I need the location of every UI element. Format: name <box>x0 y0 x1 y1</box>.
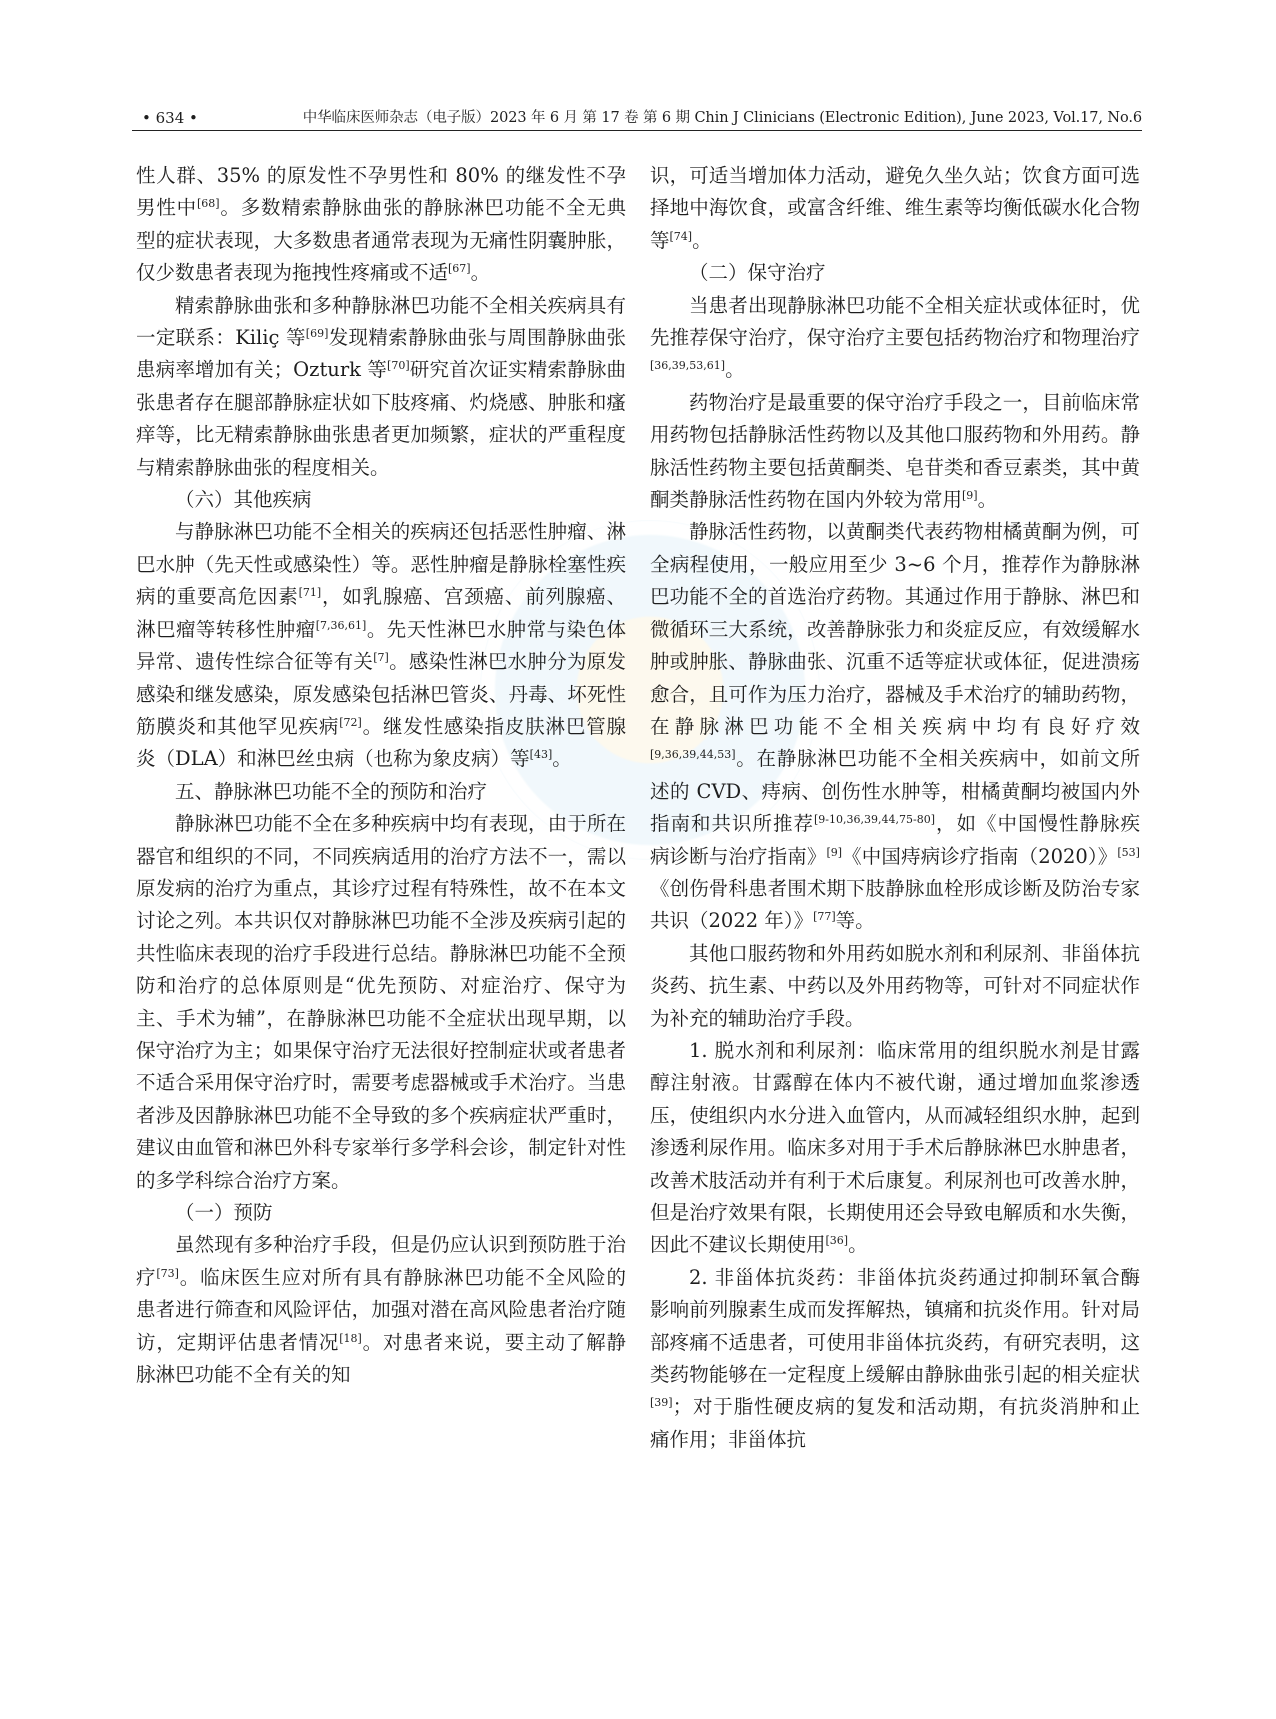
paragraph: 与静脉淋巴功能不全相关的疾病还包括恶性肿瘤、淋巴水肿（先天性或感染性）等。恶性肿瘤是静脉栓塞性疾病的重要高危因素[71]，如乳腺癌、宫颈癌、前列腺癌、淋巴瘤等转移性肿瘤[7,36,61]。先天性淋巴水肿常与染色体异常、遗传性综合征等有关[7]。感染性淋巴水肿分为原发感染和继发感染，原发感染包括淋巴管炎、丹毒、坏死性筋膜炎和其他罕见疾病[72]。继发性感染指皮肤淋巴管腺炎（DLA）和淋巴丝虫病（也称为象皮病）等[43]。 <box>136 520 626 771</box>
paragraph: 其他口服药物和外用药如脱水剂和利尿剂、非甾体抗炎药、抗生素、中药以及外用药物等，可针对不同症状作为补充的辅助治疗手段。 <box>650 941 1140 1030</box>
section-heading: （六）其他疾病 <box>175 488 312 512</box>
paragraph: 药物治疗是最重要的保守治疗手段之一，目前临床常用药物包括静脉活性药物以及其他口服药物和外用药。静脉活性药物主要包括黄酮类、皂苷类和香豆素类，其中黄酮类静脉活性药物在国内外较为常用[9]。 <box>650 390 1140 512</box>
page-number: • 634 • <box>142 109 198 127</box>
paragraph: 识，可适当增加体力活动，避免久坐久站；饮食方面可选择地中海饮食，或富含纤维、维生素等均衡低碳水化合物等[74]。 <box>650 164 1140 252</box>
paragraph: 1. 脱水剂和利尿剂：临床常用的组织脱水剂是甘露醇注射液。甘露醇在体内不被代谢，通过增加血浆渗透压，使组织内水分进入血管内，从而减轻组织水肿，起到渗透利尿作用。临床多对用于手术后静脉淋巴水肿患者，改善术肢活动并有利于术后康复。利尿剂也可改善水肿，但是治疗效果有限，长期使用还会导致电解质和水失衡，因此不建议长期使用[36]。 <box>650 1038 1140 1257</box>
paragraph: 精索静脉曲张和多种静脉淋巴功能不全相关疾病具有一定联系：Kiliç 等[69]发现精索静脉曲张与周围静脉曲张患病率增加有关；Ozturk 等[70]研究首次证实精索静脉曲张患者存在腿部静脉症状如下肢疼痛、灼烧感、肿胀和瘙痒等，比无精索静脉曲张患者更加频繁，症状的严重程度与精索静脉曲张的程度相关。 <box>136 293 626 479</box>
section-heading: （二）保守治疗 <box>689 261 826 285</box>
left-column <box>136 160 626 1391</box>
journal-citation: 中华临床医师杂志（电子版）2023 年 6 月 第 17 卷 第 6 期 Chin J Clinicians (Electronic Edition), June 2023, Vol.17, No.6 <box>302 110 1142 126</box>
running-header <box>132 108 1142 131</box>
section-heading: 五、静脉淋巴功能不全的预防和治疗 <box>175 779 488 803</box>
paragraph: 当患者出现静脉淋巴功能不全相关症状或体征时，优先推荐保守治疗，保守治疗主要包括药物治疗和物理治疗[36,39,53,61]。 <box>650 293 1140 382</box>
paragraph: 静脉活性药物，以黄酮类代表药物柑橘黄酮为例，可全病程使用，一般应用至少 3~6 个月，推荐作为静脉淋巴功能不全的首选治疗药物。其通过作用于静脉、淋巴和微循环三大系统，改善静脉张力和炎症反应，有效缓解水肿或肿胀、静脉曲张、沉重不适等症状或体征，促进溃疡愈合，且可作为压力治疗，器械及手术治疗的辅助药物，在静脉淋巴功能不全相关疾病中均有良好疗效[9,36,39,44,53]。在静脉淋巴功能不全相关疾病中，如前文所述的 CVD、痔病、创伤性水肿等，柑橘黄酮均被国内外指南和共识所推荐[9-10,36,39,44,75-80]，如《中国慢性静脉疾病诊断与治疗指南》[9]《中国痔病诊疗指南（2020）》[53]《创伤骨科患者围术期下肢静脉血栓形成诊断及防治专家共识（2022 年）》[77]等。 <box>650 520 1140 933</box>
section-heading: （一）预防 <box>175 1201 273 1224</box>
paragraph: 性人群、35% 的原发性不孕男性和 80% 的继发性不孕男性中[68]。多数精索静脉曲张的静脉淋巴功能不全无典型的症状表现，大多数患者通常表现为无痛性阴囊肿胀，仅少数患者表现为拖拽性疼痛或不适[67]。 <box>136 164 626 285</box>
paragraph: 虽然现有多种治疗手段，但是仍应认识到预防胜于治疗[73]。临床医生应对所有具有静脉淋巴功能不全风险的患者进行筛查和风险评估，加强对潜在高风险患者治疗随访，定期评估患者情况[18]。对患者来说，要主动了解静脉淋巴功能不全有关的知 <box>136 1233 626 1387</box>
right-column <box>650 160 1140 1456</box>
paragraph: 2. 非甾体抗炎药：非甾体抗炎药通过抑制环氧合酶影响前列腺素生成而发挥解热，镇痛和抗炎作用。针对局部疼痛不适患者，可使用非甾体抗炎药，有研究表明，这类药物能够在一定程度上缓解由静脉曲张引起的相关症状[39]；对于脂性硬皮病的复发和活动期，有抗炎消肿和止痛作用；非甾体抗 <box>650 1265 1140 1451</box>
paragraph: 静脉淋巴功能不全在多种疾病中均有表现，由于所在器官和组织的不同，不同疾病适用的治疗方法不一，需以原发病的治疗为重点，其诊疗过程有特殊性，故不在本文讨论之列。本共识仅对静脉淋巴功能不全涉及疾病引起的共性临床表现的治疗手段进行总结。静脉淋巴功能不全预防和治疗的总体原则是“优先预防、对症治疗、保守为主、手术为辅”，在静脉淋巴功能不全症状出现早期，以保守治疗为主；如果保守治疗无法很好控制症状或者患者不适合采用保守治疗时，需要考虑器械或手术治疗。当患者涉及因静脉淋巴功能不全导致的多个疾病症状严重时，建议由血管和淋巴外科专家举行多学科会诊，制定针对性的多学科综合治疗方案。 <box>136 812 626 1192</box>
